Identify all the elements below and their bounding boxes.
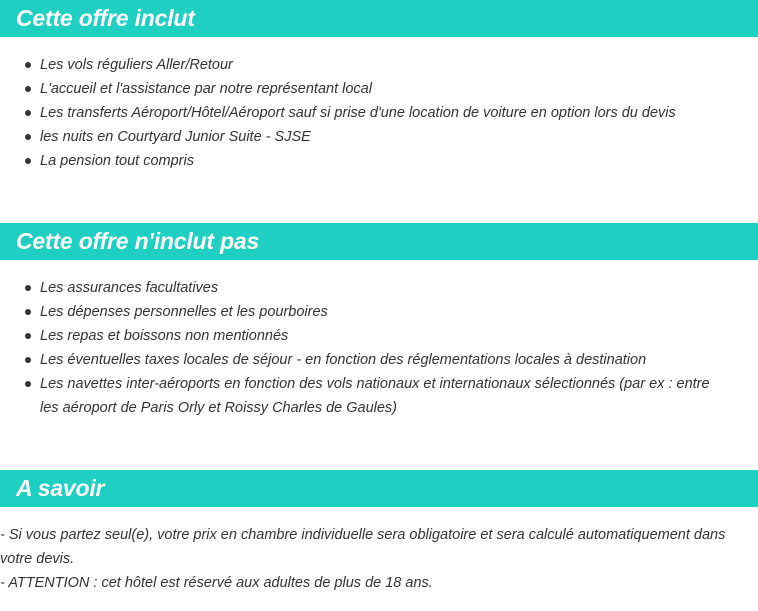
list-item-text: Les dépenses personnelles et les pourboires: [40, 304, 328, 320]
list-item-text: Les repas et boissons non mentionnés: [40, 328, 289, 344]
list-item: [0, 348, 758, 372]
list-item: [0, 149, 758, 173]
list-item: [0, 125, 758, 149]
bullet-icon: [25, 158, 31, 164]
good-to-know-title: A savoir: [16, 475, 105, 501]
list-item: [0, 276, 758, 300]
list-item-text: Les navettes inter-aéroports en fonction des vols nationaux et internationaux sélectionnés (par ex : entre les aéroport de Paris Orly et Roissy Charles de Gaules): [40, 376, 710, 416]
excludes-list: [0, 276, 758, 420]
list-item: [0, 53, 758, 77]
list-item-text: Les transferts Aéroport/Hôtel/Aéroport sauf si prise d'une location de voiture en option lors du devis: [40, 105, 676, 121]
note-text: - ATTENTION : cet hôtel est réservé aux adultes de plus de 18 ans.: [0, 575, 433, 591]
good-to-know-header: [0, 470, 758, 507]
bullet-icon: [25, 110, 31, 116]
list-item-text: Les éventuelles taxes locales de séjour - en fonction des réglementations locales à destination: [40, 352, 647, 368]
list-item: [0, 101, 758, 125]
list-item: [0, 372, 758, 420]
bullet-icon: [25, 285, 31, 291]
excludes-header: [0, 223, 758, 260]
bullet-icon: [25, 381, 31, 387]
list-item-text: les nuits en Courtyard Junior Suite - SJSE: [40, 129, 311, 145]
bullet-icon: [25, 309, 31, 315]
excludes-title: Cette offre n'inclut pas: [16, 228, 260, 254]
note-text: - Si vous partez seul(e), votre prix en chambre individuelle sera obligatoire et sera calculé automatiquement dans votre devis.: [0, 527, 726, 567]
bullet-icon: [25, 333, 31, 339]
list-item-text: L'accueil et l'assistance par notre représentant local: [40, 81, 372, 97]
includes-header: [0, 0, 758, 37]
list-item: [0, 77, 758, 101]
list-item-text: La pension tout compris: [40, 153, 194, 169]
good-to-know-notes: [0, 523, 752, 595]
bullet-icon: [25, 86, 31, 92]
list-item: [0, 300, 758, 324]
bullet-icon: [25, 62, 31, 68]
includes-list: [0, 53, 758, 173]
bullet-icon: [25, 134, 31, 140]
list-item-text: Les assurances facultatives: [40, 280, 219, 296]
list-item: [0, 324, 758, 348]
list-item-text: Les vols réguliers Aller/Retour: [40, 57, 233, 73]
includes-title: Cette offre inclut: [16, 5, 195, 31]
bullet-icon: [25, 357, 31, 363]
